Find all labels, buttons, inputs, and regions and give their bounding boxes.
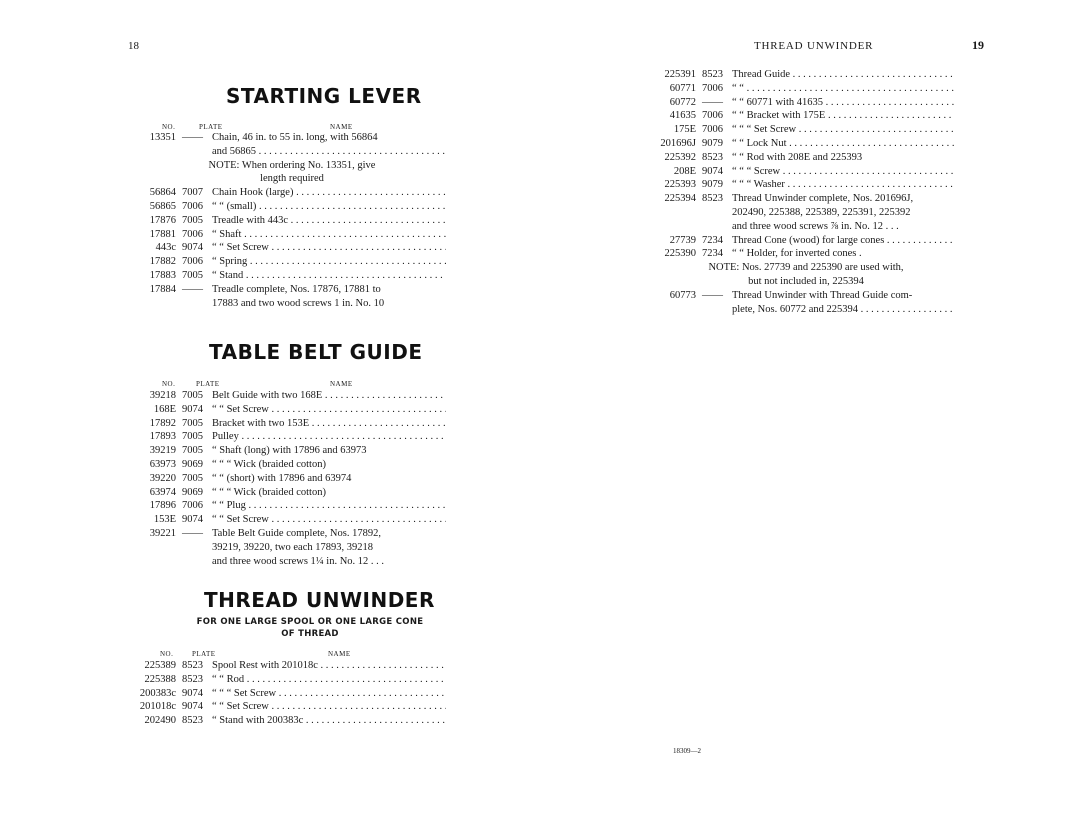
part-row	[138, 389, 446, 403]
part-name: Treadle complete, Nos. 17876, 17881 to	[212, 283, 381, 295]
plate-number: 9074	[182, 514, 203, 526]
part-name-continued: 17883 and two wood screws 1 in. No. 10	[212, 297, 385, 309]
plate-number: 7006	[182, 256, 203, 268]
part-number: 153E	[153, 514, 176, 526]
part-name: “ Spring . . .	[206, 255, 446, 269]
part-row	[138, 430, 446, 444]
plate-number: 7006	[182, 200, 203, 212]
part-number: 60772	[669, 96, 696, 108]
plate-number: ——	[182, 132, 203, 143]
part-row	[658, 68, 954, 82]
part-name: “ “ Set Screw . . .	[206, 700, 446, 714]
plate-number: 7234	[702, 234, 723, 246]
part-row	[138, 458, 446, 472]
section-title-thread-unwinder: THREAD UNWINDER	[204, 588, 435, 612]
part-number: 60773	[669, 289, 696, 301]
part-name: “ “ Holder, for inverted cones .	[732, 248, 862, 260]
part-number: 225389	[144, 660, 176, 671]
plate-number: 9074	[182, 687, 203, 699]
part-row	[138, 228, 446, 242]
col-header-no: NO.	[162, 123, 176, 131]
part-number: 208E	[673, 165, 696, 177]
part-row	[138, 714, 446, 728]
part-row	[138, 700, 446, 714]
part-number: 56864	[149, 187, 176, 199]
part-row	[138, 513, 446, 527]
part-name: “ “ . . .	[726, 82, 954, 96]
subtitle-line-2: OF THREAD	[281, 629, 339, 639]
part-number: 17892	[149, 417, 176, 429]
part-number: 63974	[149, 486, 176, 498]
part-number: 225393	[664, 179, 696, 191]
part-name: “ “ “ Screw . . .	[726, 165, 954, 179]
part-number: 63973	[149, 458, 176, 470]
part-row	[658, 192, 954, 206]
running-head: THREAD UNWINDER	[754, 40, 874, 52]
part-number: 200383c	[139, 687, 176, 699]
part-number: 225388	[144, 673, 176, 685]
parts-list-starting-lever	[138, 131, 446, 310]
plate-number: 9074	[182, 701, 203, 713]
note-text: NOTE: Nos. 27739 and 225390 are used with,	[708, 262, 904, 274]
part-name: “ “ Rod . . .	[206, 673, 446, 687]
part-number: 225390	[664, 248, 696, 260]
part-row	[658, 151, 954, 165]
plate-number: ——	[702, 96, 723, 108]
part-number: 443c	[155, 242, 176, 254]
section-title-table-belt-guide: TABLE BELT GUIDE	[209, 340, 423, 364]
part-name: “ “ “ Set Screw . . .	[726, 123, 954, 137]
part-number: 39218	[149, 390, 176, 401]
part-name: “ “ “ Washer . . .	[726, 178, 954, 192]
col-header-name: NAME	[330, 123, 353, 131]
plate-number: 7006	[702, 82, 723, 94]
part-row	[658, 123, 954, 137]
part-row	[138, 673, 446, 687]
plate-number: 9074	[182, 242, 203, 254]
part-name: “ “ “ Set Screw . . .	[206, 687, 446, 701]
part-name: “ Shaft . . .	[206, 228, 446, 242]
part-name: “ “ Rod with 208E and 225393	[732, 151, 863, 163]
plate-number: 7005	[182, 417, 203, 429]
part-name: “ “ (small) . . .	[206, 200, 446, 214]
part-number: 39220	[149, 472, 176, 484]
part-name: Table Belt Guide complete, Nos. 17892,	[212, 527, 381, 539]
part-name-continued: and three wood screws 1¼ in. No. 12 . . .	[212, 555, 385, 567]
part-number: 225394	[664, 193, 696, 205]
part-row	[658, 289, 954, 303]
part-name: “ Shaft (long) with 17896 and 63973	[212, 445, 367, 457]
part-number: 225391	[664, 69, 696, 80]
part-row	[138, 255, 446, 269]
plate-number: 7005	[182, 269, 203, 281]
part-name: “ “ Set Screw . . .	[206, 513, 446, 527]
part-number: 225392	[664, 151, 696, 163]
page-number: 19	[972, 38, 984, 52]
col-header-name: NAME	[330, 380, 353, 388]
part-name: Chain Hook (large) . . .	[206, 186, 446, 200]
plate-number: ——	[182, 283, 203, 295]
part-name: “ Stand . . .	[206, 269, 446, 283]
plate-number: 7005	[182, 390, 203, 401]
part-name: Thread Unwinder complete, Nos. 201696J,	[732, 193, 914, 205]
part-row	[138, 403, 446, 417]
plate-number: 7005	[182, 431, 203, 443]
section-title-starting-lever: STARTING LEVER	[226, 84, 422, 108]
part-row	[658, 96, 954, 110]
part-row	[658, 137, 954, 151]
part-name: Chain, 46 in. to 55 in. long, with 56864	[212, 132, 378, 143]
part-row	[138, 486, 446, 500]
parts-list-table-belt-guide	[138, 389, 446, 568]
part-name: “ Stand with 200383c . . .	[206, 714, 446, 728]
part-number: 17893	[149, 431, 176, 443]
plate-number: 9069	[182, 458, 203, 470]
part-row	[658, 109, 954, 123]
right-page	[540, 0, 1080, 834]
plate-number: 7007	[182, 187, 203, 199]
parts-list-thread-unwinder	[138, 659, 446, 728]
plate-number: 8523	[702, 193, 723, 205]
plate-number: 9074	[702, 165, 723, 177]
part-number: 17876	[149, 214, 176, 226]
part-row	[138, 417, 446, 431]
part-name: “ “ Lock Nut . . .	[726, 137, 954, 151]
plate-number: 7006	[702, 124, 723, 136]
part-row	[138, 283, 446, 297]
plate-number: 7005	[182, 472, 203, 484]
part-name-continued: and three wood screws ⅞ in. No. 12 . . .	[732, 220, 899, 232]
part-name: Thread Guide . . .	[726, 68, 954, 82]
footer-code: 18309—2	[673, 747, 701, 755]
col-header-plate: PLATE	[192, 650, 216, 658]
part-row	[138, 269, 446, 283]
col-header-plate: PLATE	[199, 123, 223, 131]
part-row	[658, 178, 954, 192]
note-text-continued: length required	[260, 173, 324, 185]
part-name: “ “ Set Screw . . .	[206, 241, 446, 255]
plate-number: 7006	[702, 110, 723, 122]
part-number: 41635	[669, 110, 696, 122]
part-name-continued: 39219, 39220, two each 17893, 39218	[212, 541, 373, 553]
col-header-no: NO.	[160, 650, 174, 658]
part-row	[138, 659, 446, 673]
subtitle-line-1: FOR ONE LARGE SPOOL OR ONE LARGE CONE	[196, 617, 424, 627]
part-name: Treadle with 443c . . .	[206, 214, 446, 228]
part-row	[138, 687, 446, 701]
part-row	[138, 200, 446, 214]
part-number: 201018c	[139, 701, 176, 713]
part-row	[138, 214, 446, 228]
part-name: Thread Cone (wood) for large cones . . .	[726, 234, 954, 248]
part-row	[138, 131, 446, 145]
part-name: Thread Unwinder with Thread Guide com-	[732, 289, 913, 301]
parts-list-thread-unwinder-continued	[658, 68, 954, 316]
plate-number: ——	[182, 527, 203, 539]
part-row	[138, 186, 446, 200]
plate-number: 9079	[702, 179, 723, 191]
part-number: 39221	[149, 527, 176, 539]
plate-number: 8523	[182, 673, 203, 685]
plate-number: 7005	[182, 445, 203, 457]
part-number: 13351	[149, 132, 176, 143]
part-name: Spool Rest with 201018c . . .	[206, 659, 446, 673]
part-number: 56865	[149, 200, 176, 212]
part-name: “ “ Set Screw . . .	[206, 403, 446, 417]
plate-number: 9079	[702, 137, 723, 149]
part-number: 17883	[149, 269, 176, 281]
part-row	[138, 444, 446, 458]
part-row	[138, 499, 446, 513]
part-number: 17881	[149, 228, 176, 240]
col-header-plate: PLATE	[196, 380, 220, 388]
part-row	[658, 165, 954, 179]
part-name: Belt Guide with two 168E . . .	[206, 389, 446, 403]
part-row	[138, 527, 446, 541]
part-name: “ “ “ Wick (braided cotton)	[212, 486, 326, 498]
note-text: NOTE: When ordering No. 13351, give	[208, 159, 376, 171]
col-header-name: NAME	[328, 650, 351, 658]
plate-number: 8523	[182, 660, 203, 671]
part-name: “ “ (short) with 17896 and 63974	[212, 472, 352, 484]
part-number: 17882	[149, 256, 176, 268]
part-name: “ “ “ Wick (braided cotton)	[212, 458, 326, 470]
part-name-continued: 202490, 225388, 225389, 225391, 225392	[732, 206, 911, 218]
part-row	[658, 82, 954, 96]
plate-number: 8523	[702, 69, 723, 80]
page-number: 18	[128, 40, 139, 52]
plate-number: 8523	[182, 715, 203, 727]
part-number: 168E	[153, 403, 176, 415]
part-number: 17896	[149, 500, 176, 512]
plate-number: 9069	[182, 486, 203, 498]
part-number: 202490	[144, 715, 176, 727]
part-row	[658, 247, 954, 261]
part-row	[658, 234, 954, 248]
plate-number: 7234	[702, 248, 723, 260]
part-number: 175E	[673, 124, 696, 136]
part-name: “ “ 60771 with 41635 . . .	[726, 96, 954, 110]
plate-number: 8523	[702, 151, 723, 163]
part-name-continued: and 56865 . . .	[138, 145, 446, 159]
part-number: 201696J	[660, 137, 696, 149]
note-text-continued: but not included in, 225394	[748, 275, 864, 287]
part-number: 17884	[149, 283, 176, 295]
part-name: Pulley . . .	[206, 430, 446, 444]
part-number: 60771	[669, 82, 696, 94]
part-row	[138, 241, 446, 255]
part-number: 27739	[669, 234, 696, 246]
part-name: “ “ Bracket with 175E . . .	[726, 109, 954, 123]
plate-number: 9074	[182, 403, 203, 415]
plate-number: 7006	[182, 228, 203, 240]
plate-number: 7006	[182, 500, 203, 512]
part-row	[138, 472, 446, 486]
part-name: “ “ Plug . . .	[206, 499, 446, 513]
part-name-continued: plete, Nos. 60772 and 225394 . . .	[658, 303, 954, 317]
plate-number: 7005	[182, 214, 203, 226]
section-subtitle	[160, 617, 460, 639]
plate-number: ——	[702, 289, 723, 301]
part-name: Bracket with two 153E . . .	[206, 417, 446, 431]
col-header-no: NO.	[162, 380, 176, 388]
part-number: 39219	[149, 445, 176, 457]
